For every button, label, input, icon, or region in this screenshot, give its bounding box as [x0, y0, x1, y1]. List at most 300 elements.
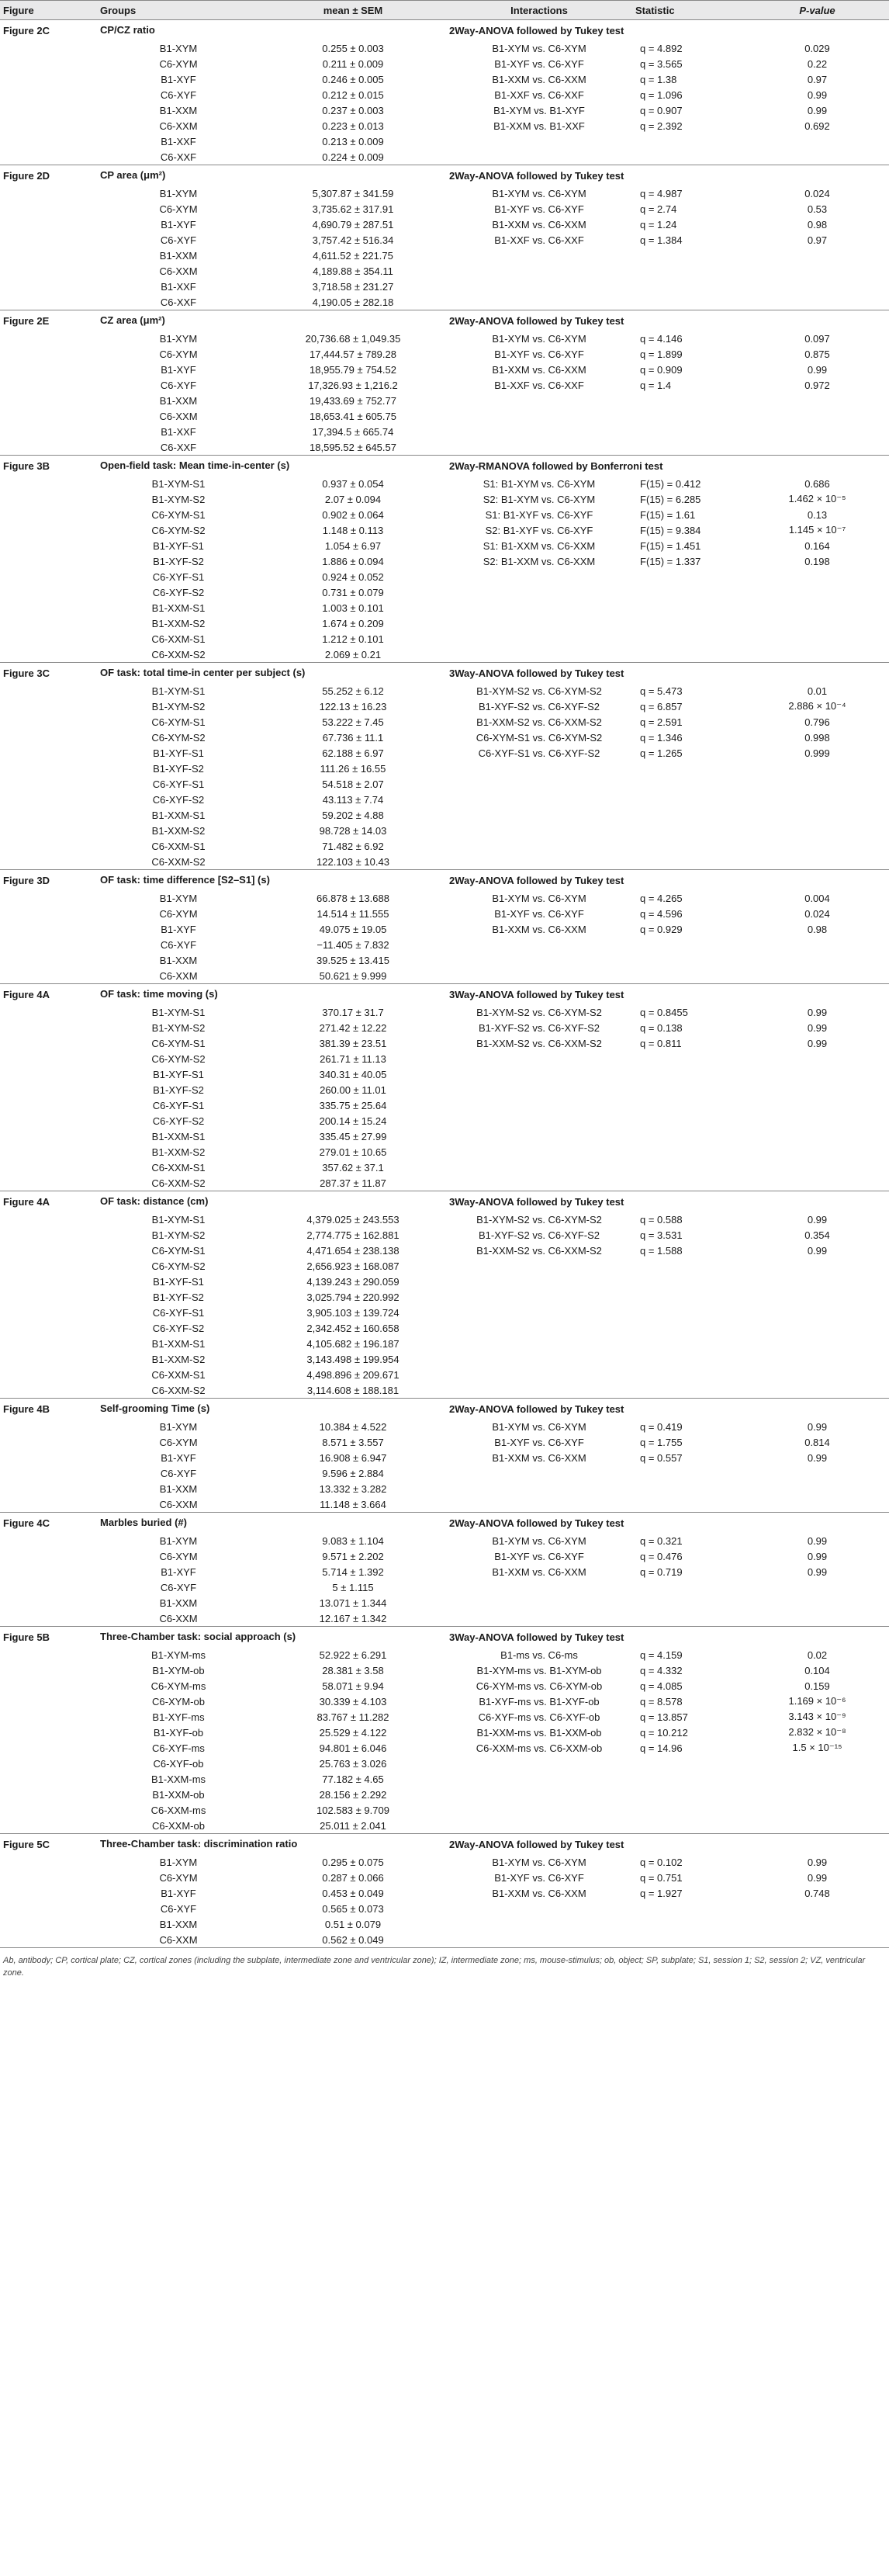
figure-cell [0, 1212, 97, 1227]
table-row [0, 1243, 889, 1258]
table-row [0, 1564, 889, 1579]
statistic-value [632, 854, 745, 870]
statistic-value: F(15) = 0.412 [640, 477, 701, 490]
figure-cell [0, 346, 97, 362]
figure-cell [0, 776, 97, 792]
mean-sem-value: 0.287 ± 0.066 [322, 1871, 384, 1884]
mean-sem-value: 39.525 ± 13.415 [317, 954, 389, 966]
p-value [745, 1113, 889, 1129]
p-value: 0.875 [804, 348, 830, 360]
table-row [0, 1647, 889, 1662]
figure-cell [0, 1175, 97, 1191]
statistic-value [632, 761, 745, 776]
section-title: CZ area (μm²) [97, 310, 446, 331]
comparison [446, 968, 632, 984]
mean-sem-value: 335.45 ± 27.99 [319, 1130, 387, 1142]
p-value [745, 1818, 889, 1834]
mean-sem-value: 43.113 ± 7.74 [322, 793, 384, 806]
comparison [446, 1289, 632, 1305]
comparison [446, 263, 632, 279]
table-row [0, 393, 889, 408]
statistic-value: q = 0.719 [640, 1565, 683, 1578]
group-name: C6-XXM-ms [150, 1804, 206, 1816]
mean-sem-value: 25.529 ± 4.122 [319, 1726, 387, 1739]
section-header-row [0, 984, 889, 1005]
statistic-value: q = 10.212 [640, 1726, 688, 1739]
section-header-row [0, 1834, 889, 1855]
p-value [745, 248, 889, 263]
table-row [0, 522, 889, 538]
figure-cell [0, 1885, 97, 1901]
mean-sem-value: 335.75 ± 25.64 [319, 1099, 387, 1111]
comparison [446, 838, 632, 854]
comparison: B1-XXM vs. C6-XXM [492, 1887, 586, 1899]
p-value [745, 1160, 889, 1175]
p-value [745, 1610, 889, 1627]
statistic-value: q = 1.899 [640, 348, 683, 360]
figure-cell [0, 1129, 97, 1144]
mean-sem-value: 55.252 ± 6.12 [322, 685, 384, 697]
group-name: B1-XXM-S1 [151, 809, 206, 821]
figure-cell [0, 1082, 97, 1097]
statistic-value [632, 1771, 745, 1787]
header-groups: Groups [97, 1, 260, 20]
p-value [745, 776, 889, 792]
mean-sem-value: 9.083 ± 1.104 [322, 1534, 384, 1547]
test-name: 2Way-ANOVA followed by Tukey test [446, 1399, 889, 1420]
p-value: 0.99 [807, 363, 828, 376]
test-name: 2Way-ANOVA followed by Tukey test [446, 1513, 889, 1534]
p-value [745, 1305, 889, 1320]
group-name: B1-XXM-S2 [151, 1353, 206, 1365]
mean-sem-value: 260.00 ± 11.01 [320, 1083, 386, 1096]
figure-cell [0, 584, 97, 600]
p-value [745, 761, 889, 776]
mean-sem-value: 1.212 ± 0.101 [322, 633, 384, 645]
p-value [745, 1496, 889, 1513]
comparison: B1-XYM vs. C6-XYM [492, 1534, 586, 1547]
section-header-row [0, 1191, 889, 1212]
mean-sem-value: 83.767 ± 11.282 [317, 1711, 389, 1723]
p-value [745, 133, 889, 149]
statistic-value: F(15) = 9.384 [640, 524, 701, 536]
statistic-value: q = 3.531 [640, 1229, 683, 1241]
group-name: B1-XXM-S2 [151, 617, 206, 629]
group-name: B1-XXM-S1 [151, 602, 206, 614]
comparison: C6-XYF-ms vs. C6-XYF-ob [478, 1711, 600, 1723]
mean-sem-value: 1.674 ± 0.209 [322, 617, 384, 629]
mean-sem-value: 3,905.103 ± 139.724 [306, 1306, 400, 1319]
figure-cell [0, 937, 97, 952]
figure-cell [0, 1678, 97, 1694]
statistic-value: q = 0.476 [640, 1550, 683, 1562]
figure-cell [0, 102, 97, 118]
table-row [0, 1901, 889, 1916]
group-name: C6-XXM [159, 969, 198, 982]
figure-label: Figure 5C [0, 1834, 97, 1855]
mean-sem-value: 9.571 ± 2.202 [322, 1550, 384, 1562]
figure-cell [0, 1548, 97, 1564]
group-name: C6-XYF [160, 1467, 197, 1479]
mean-sem-value: 18,955.79 ± 754.52 [310, 363, 396, 376]
p-value [745, 263, 889, 279]
p-value: 0.98 [807, 218, 828, 231]
mean-sem-value: 0.246 ± 0.005 [322, 73, 384, 85]
statistic-value [632, 952, 745, 968]
p-value: 0.99 [807, 1451, 828, 1464]
statistic-value [632, 1320, 745, 1336]
statistic-value [632, 424, 745, 439]
section-title: Three-Chamber task: discrimination ratio [97, 1834, 446, 1855]
mean-sem-value: 8.571 ± 3.557 [322, 1436, 384, 1448]
group-name: C6-XYF [160, 379, 197, 391]
comparison [446, 1802, 632, 1818]
table-row [0, 1548, 889, 1564]
mean-sem-value: 102.583 ± 9.709 [317, 1804, 389, 1816]
group-name: C6-XYM-S1 [151, 1244, 206, 1257]
figure-cell [0, 118, 97, 133]
table-row [0, 1066, 889, 1082]
table-row [0, 1610, 889, 1627]
comparison: B1-XXF vs. C6-XXF [494, 234, 584, 246]
figure-cell [0, 631, 97, 647]
table-row [0, 631, 889, 647]
table-row [0, 1932, 889, 1947]
figure-cell [0, 968, 97, 984]
group-name: C6-XXM [159, 1933, 198, 1946]
p-value: 0.198 [804, 555, 830, 567]
group-name: B1-XYM-S1 [151, 1006, 206, 1018]
table-row [0, 1756, 889, 1771]
group-name: C6-XXM [159, 265, 198, 277]
group-name: B1-XYM-S2 [151, 1229, 206, 1241]
statistic-value [632, 1382, 745, 1399]
mean-sem-value: 18,595.52 ± 645.57 [310, 441, 396, 453]
statistic-value [632, 263, 745, 279]
group-name: B1-XYF-S1 [153, 1068, 204, 1080]
mean-sem-value: 67.736 ± 11.1 [322, 731, 384, 744]
mean-sem-value: 25.011 ± 2.041 [320, 1819, 386, 1832]
group-name: B1-XXM [159, 1597, 198, 1609]
statistic-value [632, 1496, 745, 1513]
p-value [745, 1082, 889, 1097]
table-row [0, 232, 889, 248]
figure-cell [0, 439, 97, 456]
statistic-value [632, 133, 745, 149]
statistic-value [632, 149, 745, 165]
group-name: C6-XYM-S1 [151, 1037, 206, 1049]
group-name: B1-XXF [161, 280, 196, 293]
mean-sem-value: 59.202 ± 4.88 [322, 809, 384, 821]
group-name: B1-XYF-S2 [153, 1291, 204, 1303]
p-value: 0.98 [807, 923, 828, 935]
statistic-value: q = 3.565 [640, 57, 683, 70]
figure-cell [0, 377, 97, 393]
comparison [446, 408, 632, 424]
mean-sem-value: 0.731 ± 0.079 [322, 586, 384, 598]
group-name: C6-XYM-ms [150, 1680, 206, 1692]
comparison [446, 1901, 632, 1916]
comparison [446, 1932, 632, 1947]
group-name: C6-XYM [159, 907, 198, 920]
comparison: C6-XXM-ms vs. C6-XXM-ob [476, 1742, 603, 1754]
comparison [446, 1610, 632, 1627]
table-row [0, 439, 889, 456]
mean-sem-value: 66.878 ± 13.688 [317, 892, 389, 904]
section-title: Open-field task: Mean time-in-center (s) [97, 456, 446, 477]
comparison [446, 1756, 632, 1771]
statistic-value: q = 0.8455 [640, 1006, 688, 1018]
comparison: B1-XXM vs. C6-XXM [492, 923, 586, 935]
comparison: B1-XYM vs. C6-XYM [492, 1856, 586, 1868]
table-row [0, 149, 889, 165]
mean-sem-value: 4,379.025 ± 243.553 [306, 1213, 400, 1226]
statistic-value [632, 1160, 745, 1175]
mean-sem-value: 0.902 ± 0.064 [322, 508, 384, 521]
statistic-value: q = 0.909 [640, 363, 683, 376]
mean-sem-value: 17,444.57 ± 789.28 [310, 348, 396, 360]
mean-sem-value: 4,690.79 ± 287.51 [312, 218, 394, 231]
comparison: B1-XYF vs. C6-XYF [494, 203, 584, 215]
mean-sem-value: 0.51 ± 0.079 [324, 1918, 382, 1930]
p-value [745, 1756, 889, 1771]
comparison: B1-XYM-ms vs. B1-XYM-ob [476, 1664, 602, 1676]
p-value [745, 1481, 889, 1496]
table-row [0, 56, 889, 71]
group-name: B1-XXM [159, 249, 198, 262]
mean-sem-value: 0.562 ± 0.049 [322, 1933, 384, 1946]
comparison: C6-XYM-ms vs. C6-XYM-ob [476, 1680, 603, 1692]
group-name: C6-XYM-S2 [151, 731, 206, 744]
comparison [446, 647, 632, 663]
p-value [745, 408, 889, 424]
p-value [745, 1258, 889, 1274]
statistic-value [632, 1818, 745, 1834]
group-name: B1-XXM-S2 [151, 824, 206, 837]
table-row [0, 968, 889, 984]
table-row [0, 714, 889, 730]
comparison [446, 1481, 632, 1496]
comparison: S1: B1-XYF vs. C6-XYF [485, 508, 593, 521]
table-row [0, 792, 889, 807]
mean-sem-value: 49.075 ± 19.05 [319, 923, 387, 935]
table-body [0, 20, 889, 1948]
mean-sem-value: 30.339 ± 4.103 [319, 1695, 387, 1708]
figure-cell [0, 538, 97, 553]
figure-label: Figure 2D [0, 165, 97, 186]
p-value [745, 1367, 889, 1382]
mean-sem-value: 3,735.62 ± 317.91 [312, 203, 394, 215]
figure-cell [0, 1382, 97, 1399]
p-value [745, 1129, 889, 1144]
figure-cell [0, 1289, 97, 1305]
statistic-value: q = 4.987 [640, 187, 683, 199]
table-header-row [0, 1, 889, 20]
group-name: B1-XYF-ob [153, 1726, 204, 1739]
table-row [0, 1678, 889, 1694]
table-row [0, 217, 889, 232]
comparison: B1-XXM-S2 vs. C6-XXM-S2 [476, 1244, 602, 1257]
table-row [0, 615, 889, 631]
p-value [745, 393, 889, 408]
group-name: C6-XYF-S2 [152, 1115, 205, 1127]
group-name: C6-XXM-S2 [151, 648, 206, 660]
p-value: 0.53 [807, 203, 828, 215]
p-value: 0.354 [804, 1229, 830, 1241]
group-name: C6-XXM-S2 [151, 855, 206, 868]
statistic-value: q = 4.332 [640, 1664, 683, 1676]
figure-cell [0, 1351, 97, 1367]
figure-cell [0, 921, 97, 937]
statistic-value [632, 248, 745, 263]
statistic-value [632, 1901, 745, 1916]
test-name: 2Way-ANOVA followed by Tukey test [446, 310, 889, 331]
figure-cell [0, 1854, 97, 1870]
p-value: 1.145 × 10⁻⁷ [788, 524, 846, 536]
p-value: 0.796 [804, 716, 830, 728]
table-row [0, 906, 889, 921]
group-name: B1-XXM-ob [152, 1788, 205, 1801]
comparison: B1-XXM-S2 vs. C6-XXM-S2 [476, 716, 602, 728]
table-footnote: Ab, antibody; CP, cortical plate; CZ, cortical zones (including the subplate, intermediate zone and ventricular zone); IZ, intermediate zone; ms, mouse-stimulus; ob, object; SP, subplate; S1, session 1; S2, session 2; VZ, ventricular zone. [0, 1947, 889, 1979]
comparison: B1-XYF vs. C6-XYF [494, 57, 584, 70]
mean-sem-value: 0.937 ± 0.054 [322, 477, 384, 490]
statistic-value [632, 1066, 745, 1082]
figure-cell [0, 1160, 97, 1175]
mean-sem-value: 4,611.52 ± 221.75 [313, 249, 393, 262]
p-value [745, 1579, 889, 1595]
figure-cell [0, 1020, 97, 1035]
comparison [446, 1351, 632, 1367]
comparison: B1-XXM vs. C6-XXM [492, 218, 586, 231]
p-value [745, 1787, 889, 1802]
table-row [0, 730, 889, 745]
table-row [0, 294, 889, 310]
figure-cell [0, 1066, 97, 1082]
comparison: B1-XXM vs. C6-XXM [492, 1451, 586, 1464]
figure-cell [0, 1051, 97, 1066]
table-row [0, 201, 889, 217]
table-row [0, 647, 889, 663]
test-name: 3Way-ANOVA followed by Tukey test [446, 1627, 889, 1648]
comparison [446, 615, 632, 631]
group-name: C6-XXM-S1 [151, 1368, 206, 1381]
group-name: C6-XYM [159, 348, 198, 360]
comparison: C6-XYM-S1 vs. C6-XYM-S2 [476, 731, 603, 744]
p-value: 3.143 × 10⁻⁹ [788, 1711, 846, 1722]
mean-sem-value: 1.054 ± 6.97 [324, 539, 382, 552]
mean-sem-value: 28.156 ± 2.292 [319, 1788, 387, 1801]
statistic-value: q = 13.857 [640, 1711, 688, 1723]
mean-sem-value: 3,757.42 ± 516.34 [312, 234, 394, 246]
group-name: C6-XYF-ms [152, 1742, 205, 1754]
statistic-value [632, 1175, 745, 1191]
figure-cell [0, 792, 97, 807]
table-row [0, 745, 889, 761]
table-row [0, 1020, 889, 1035]
table-row [0, 476, 889, 491]
table-row [0, 1258, 889, 1274]
figure-cell [0, 294, 97, 310]
mean-sem-value: 271.42 ± 12.22 [319, 1021, 387, 1034]
table-row [0, 699, 889, 714]
table-row [0, 921, 889, 937]
group-name: C6-XYF [160, 938, 197, 951]
figure-cell [0, 647, 97, 663]
group-name: B1-XYM [159, 332, 198, 345]
figure-cell [0, 1694, 97, 1709]
figure-cell [0, 699, 97, 714]
p-value [745, 1916, 889, 1932]
table-row [0, 1113, 889, 1129]
mean-sem-value: 20,736.68 ± 1,049.35 [305, 332, 401, 345]
table-row [0, 40, 889, 56]
table-row [0, 424, 889, 439]
group-name: C6-XYM [159, 1871, 198, 1884]
statistic-value: q = 0.811 [640, 1037, 682, 1049]
p-value: 1.5 × 10⁻¹⁵ [792, 1742, 842, 1753]
p-value [745, 1351, 889, 1367]
figure-cell [0, 906, 97, 921]
group-name: C6-XYF-S1 [152, 570, 205, 583]
group-name: B1-XYM [159, 1856, 198, 1868]
comparison [446, 1144, 632, 1160]
mean-sem-value: 5 ± 1.115 [332, 1581, 374, 1593]
p-value [745, 1175, 889, 1191]
statistic-value: q = 6.857 [640, 700, 683, 712]
comparison [446, 807, 632, 823]
statistic-value: q = 0.929 [640, 923, 683, 935]
table-row [0, 1305, 889, 1320]
comparison [446, 1274, 632, 1289]
table-row [0, 1160, 889, 1175]
p-value: 1.169 × 10⁻⁶ [788, 1695, 846, 1707]
mean-sem-value: 5.714 ± 1.392 [322, 1565, 384, 1578]
figure-label: Figure 3D [0, 870, 97, 891]
p-value: 0.097 [804, 332, 830, 345]
comparison [446, 776, 632, 792]
figure-cell [0, 952, 97, 968]
figure-cell [0, 87, 97, 102]
comparison [446, 761, 632, 776]
table-row [0, 1854, 889, 1870]
p-value: 0.22 [807, 57, 828, 70]
figure-cell [0, 149, 97, 165]
figure-cell [0, 331, 97, 346]
p-value: 0.99 [807, 1871, 828, 1884]
mean-sem-value: 54.518 ± 2.07 [322, 778, 384, 790]
statistic-value: q = 4.596 [640, 907, 683, 920]
group-name: B1-XXM [159, 104, 198, 116]
statistic-value: q = 0.321 [640, 1534, 683, 1547]
figure-cell [0, 854, 97, 870]
table-row [0, 1465, 889, 1481]
table-row [0, 1320, 889, 1336]
group-name: C6-XYF-S2 [152, 1322, 205, 1334]
table-row [0, 1802, 889, 1818]
table-row [0, 1051, 889, 1066]
group-name: C6-XYM [159, 203, 198, 215]
statistic-value: F(15) = 1.61 [640, 508, 696, 521]
comparison [446, 1382, 632, 1399]
figure-cell [0, 1320, 97, 1336]
p-value [745, 279, 889, 294]
figure-cell [0, 1144, 97, 1160]
group-name: B1-XYF-S2 [153, 555, 204, 567]
mean-sem-value: 200.14 ± 15.24 [319, 1115, 387, 1127]
table-row [0, 1595, 889, 1610]
section-title: Self-grooming Time (s) [97, 1399, 446, 1420]
